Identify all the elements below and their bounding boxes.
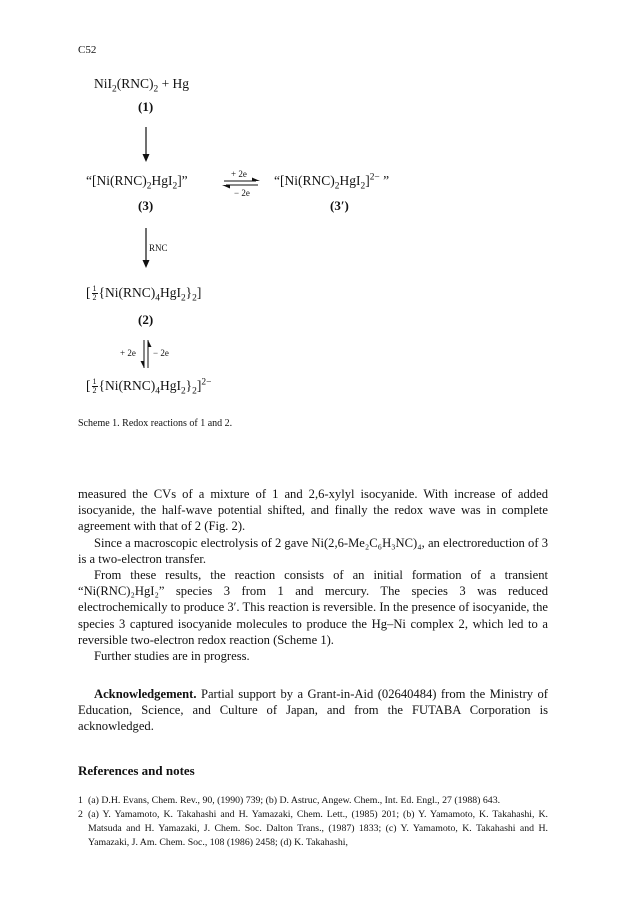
arrow-down-3-to-2 [143, 228, 150, 268]
references-heading: References and notes [78, 763, 195, 778]
formula-part: “[Ni(RNC) [86, 173, 147, 188]
formula-part: HgI [151, 173, 173, 188]
reference-number: 2 [78, 809, 83, 820]
charge: 2− [369, 172, 380, 183]
subscript: 4 [155, 293, 160, 304]
reference-item [78, 808, 548, 850]
formula-part: ]” [177, 173, 188, 188]
formula-part: {Ni(RNC) [98, 378, 156, 393]
arrow-label-bottom: − 2e [234, 188, 250, 198]
reference-number: 1 [78, 795, 83, 806]
paragraph-1: measured the CVs of a mixture of 1 and 2,6-xylyl isocyanide. With increase of added isocyanide, the half-wave potential shifted, and finally the redox wave was in complete agreement with that of 2 (Fig. 2). [78, 487, 548, 534]
arrow-label-top: + 2e [231, 169, 247, 179]
bracket: ] [196, 285, 202, 300]
formula-part: HgI [159, 378, 181, 393]
bracket: [ [86, 285, 91, 300]
redox-double-arrows [141, 340, 152, 368]
mercury-text: + Hg [161, 76, 190, 91]
compound-label-3: (3) [138, 198, 154, 213]
subscript: 2 [334, 181, 340, 192]
frac-num: 1 [92, 284, 97, 294]
isocyanide-text: (RNC) [116, 76, 154, 91]
subscript: 2 [153, 84, 159, 95]
compound-label-3prime: (3′) [330, 198, 349, 213]
reference-item [78, 794, 548, 808]
subscript: 2 [112, 84, 117, 95]
acknowledgement-paragraph [78, 686, 548, 735]
paragraph-4: Further studies are in progress. [94, 649, 250, 664]
formula-part: } [185, 378, 193, 393]
scheme-caption: Scheme 1. Redox reactions of 1 and 2. [78, 418, 233, 429]
formula-part: } [185, 285, 193, 300]
redox-label-right: − 2e [153, 348, 169, 358]
subscript: 4 [155, 386, 160, 397]
formula-part: “[Ni(RNC) [274, 173, 335, 188]
frac-den: 2 [92, 293, 97, 303]
subscript: 2 [360, 181, 366, 192]
compound-label-2: (2) [138, 312, 154, 327]
formula-part: HgI [339, 173, 361, 188]
acknowledgement-heading: Acknowledgement. [94, 687, 197, 701]
acknowledgement-body: Partial support by a Grant-in-Aid (02640484) from the Ministry of Education, Science, and Culture of Japan, and from the FUTABA Corporation is acknowledged. [78, 687, 548, 734]
compound-label-1: (1) [138, 99, 154, 114]
subscript: 2 [192, 293, 197, 304]
subscript: 2 [192, 386, 197, 397]
references-list [78, 794, 548, 850]
arrow-down-1-to-3 [143, 127, 150, 162]
formula-part: HgI [159, 285, 181, 300]
subscript: 2 [172, 181, 178, 192]
equilibrium-arrows [222, 178, 260, 189]
subscript: 2 [146, 181, 152, 192]
frac-den: 2 [92, 386, 97, 396]
redox-label-left: + 2e [120, 348, 136, 358]
formula-part: ” [379, 173, 390, 188]
formula-part: {Ni(RNC) [98, 285, 156, 300]
subscript: 2 [180, 293, 186, 304]
bracket: ] [196, 378, 202, 393]
formula-part: ] [365, 173, 370, 188]
paragraph-3: From these results, the reaction consists of an initial formation of a transient “Ni(RNC)₂HgI₂” species 3 from 1 and mercury. The species 3 was reduced electrochemically to produce 3′. This reaction is reversible. In the presence of isocyanide, the species 3 captured isocyanide molecules to produce the Hg–Ni complex 2, which led to a reversible two-electron redox reaction (Scheme 1). [78, 568, 548, 647]
subscript: 2 [180, 386, 186, 397]
reference-text: (a) Y. Yamamoto, K. Takahashi and H. Yamazaki, Chem. Lett., (1985) 201; (b) Y. Yamamoto, K. Takahashi, K. Matsuda and H. Yamazaki, J. Chem. Soc. Dalton Trans., (1987) 1833; (c) Y. Yamamoto, K. Takahashi and H. Yamazaki, J. Am. Chem. Soc., 108 (1986) 2458; (d) K. Takahashi, [88, 809, 548, 848]
rnc-arrow-label: RNC [149, 243, 168, 253]
body-text [78, 486, 548, 664]
acknowledgement [78, 686, 548, 735]
bracket: [ [86, 378, 91, 393]
paragraph-2: Since a macroscopic electrolysis of 2 gave Ni(2,6-Me₂C₆H₃NC)₄, an electroreduction of 3 is a two-electron transfer. [78, 535, 548, 566]
page-number: C52 [78, 44, 97, 56]
frac-num: 1 [92, 377, 97, 387]
nickel-iodide-text: NiI [94, 76, 112, 91]
reference-text: (a) D.H. Evans, Chem. Rev., 90, (1990) 739; (b) D. Astruc, Angew. Chem., Int. Ed. Engl., 27 (1988) 643. [88, 795, 501, 806]
charge: 2− [201, 377, 212, 388]
